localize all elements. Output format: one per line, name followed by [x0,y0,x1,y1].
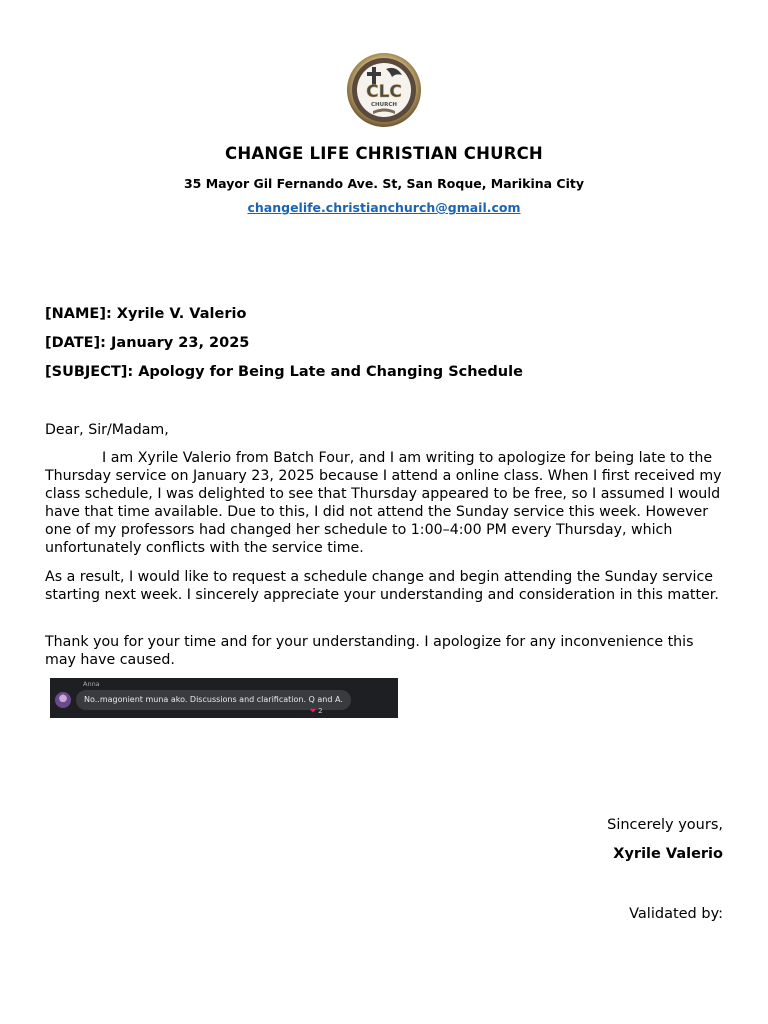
salutation: Dear, Sir/Madam, [45,422,169,438]
meta-subject: [SUBJECT]: Apology for Being Late and Changing Schedule [45,364,523,380]
validated-by-label: Validated by: [629,906,723,922]
svg-text:CLC: CLC [366,82,402,102]
avatar [55,692,71,708]
chat-reaction [310,707,323,715]
letter-paragraph-1-text: I am Xyrile Valerio from Batch Four, and I am writing to apologize for being late to the Thursday service on January 23, 2025 because I attend a online class. When I first received my class schedule, I was delighted to see that Thursday appeared to be free, so I assumed I would have that time available. Due to this, I did not attend the Sunday service this week. However one of my professors had changed her schedule to 1:00–4:00 PM every Thursday, which unfortunately conflicts with the service time. [45,450,722,556]
closing-sign-off: Sincerely yours, [607,817,723,833]
organization-name: CHANGE LIFE CHRISTIAN CHURCH [225,144,543,163]
meta-name: [NAME]: Xyrile V. Valerio [45,306,247,322]
letter-paragraph-3: Thank you for your time and for your understanding. I apologize for any inconvenience this may have caused. [45,634,694,668]
heart-icon: ❤ [310,707,316,715]
meta-date: [DATE]: January 23, 2025 [45,335,250,351]
chat-sender-name: Anna [83,680,100,688]
reaction-count: 2 [318,707,323,715]
chat-screenshot [50,678,398,718]
church-logo [346,51,422,129]
organization-address: 35 Mayor Gil Fernando Ave. St, San Roque, Marikina City [183,176,584,191]
organization-email-link[interactable]: changelife.christianchurch@gmail.com [247,200,521,215]
chat-message-bubble: No..magonient muna ako. Discussions and clarification. Q and A. [76,690,351,710]
letter-paragraph-1 [45,449,725,557]
letter-paragraph-2: As a result, I would like to request a schedule change and begin attending the Sunday service starting next week. I sincerely appreciate your understanding and consideration in this matter. [45,569,719,603]
svg-text:CHURCH: CHURCH [371,102,397,108]
signer-name: Xyrile Valerio [613,846,723,862]
